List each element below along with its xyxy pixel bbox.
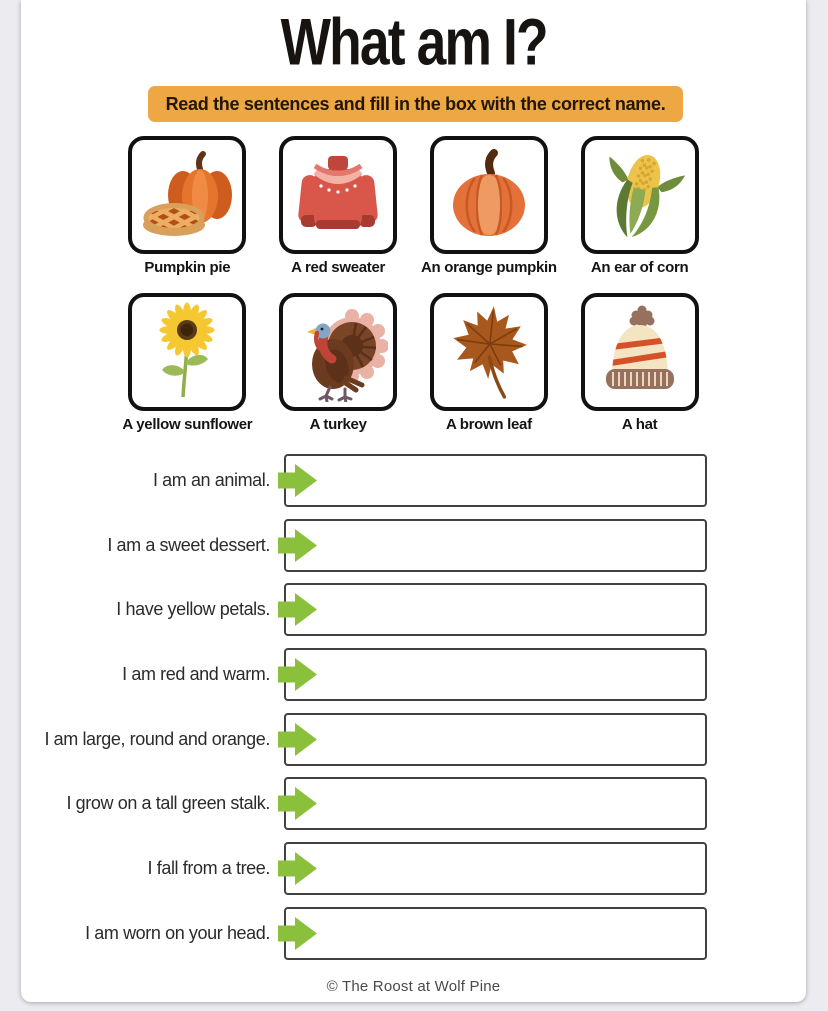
- question-prompt: I am red and warm.: [122, 664, 270, 685]
- question-list: [21, 454, 806, 972]
- picture-card-label: A hat: [621, 416, 658, 433]
- picture-card-label: An orange pumpkin: [421, 259, 557, 276]
- question-row: [21, 907, 806, 960]
- answer-box[interactable]: [284, 713, 707, 766]
- picture-card-ear-of-corn: [565, 136, 715, 276]
- answer-box[interactable]: [284, 907, 707, 960]
- picture-card-frame: [128, 136, 246, 254]
- page-title-text: What am I?: [280, 5, 547, 80]
- answer-box[interactable]: [284, 842, 707, 895]
- instruction-text: Read the sentences and fill in the box with the correct name.: [165, 93, 666, 114]
- picture-card-frame: [430, 293, 548, 411]
- question-prompt: I am worn on your head.: [85, 922, 270, 943]
- yellow-sunflower-illustration: [137, 302, 237, 402]
- green-arrow-icon: [278, 463, 318, 498]
- question-row: [21, 777, 806, 830]
- turkey-illustration: [288, 302, 388, 402]
- orange-pumpkin-illustration: [439, 145, 539, 245]
- hat-illustration: [590, 302, 690, 402]
- green-arrow-icon: [278, 851, 318, 886]
- picture-card-frame: [279, 293, 397, 411]
- red-sweater-illustration: [288, 145, 388, 245]
- picture-card-pumpkin-pie: [112, 136, 262, 276]
- question-prompt: I am an animal.: [152, 470, 270, 490]
- copyright-footer: © The Roost at Wolf Pine: [326, 978, 501, 995]
- green-arrow-icon: [278, 786, 318, 821]
- page-title: [21, 4, 806, 80]
- picture-card-frame: [430, 136, 548, 254]
- picture-card-orange-pumpkin: [414, 136, 564, 276]
- instruction-banner: [148, 86, 683, 122]
- question-row: [21, 454, 806, 507]
- picture-card-label: An ear of corn: [590, 259, 689, 276]
- green-arrow-icon: [278, 657, 318, 692]
- pumpkin-pie-illustration: [137, 145, 237, 245]
- picture-card-frame: [581, 136, 699, 254]
- picture-card-label: A red sweater: [291, 259, 386, 276]
- picture-card-label: A brown leaf: [445, 416, 532, 433]
- worksheet-page: [21, 0, 806, 1002]
- question-row: [21, 583, 806, 636]
- picture-card-label: Pumpkin pie: [144, 259, 231, 276]
- picture-card-brown-leaf: [414, 293, 564, 433]
- picture-card-yellow-sunflower: [112, 293, 262, 433]
- question-prompt: I have yellow petals.: [116, 599, 270, 620]
- answer-box[interactable]: [284, 454, 707, 507]
- answer-box[interactable]: [284, 648, 707, 701]
- answer-box[interactable]: [284, 777, 707, 830]
- question-row: [21, 842, 806, 895]
- green-arrow-icon: [278, 592, 318, 627]
- green-arrow-icon: [278, 916, 318, 951]
- answer-box[interactable]: [284, 519, 707, 572]
- picture-card-red-sweater: [263, 136, 413, 276]
- question-prompt: I am large, round and orange.: [44, 728, 270, 749]
- question-prompt: I grow on a tall green stalk.: [66, 793, 270, 814]
- picture-card-frame: [581, 293, 699, 411]
- question-row: [21, 519, 806, 572]
- picture-card-label: A turkey: [309, 416, 367, 433]
- question-prompt: I fall from a tree.: [147, 858, 270, 879]
- picture-card-label: A yellow sunflower: [122, 416, 253, 433]
- answer-box[interactable]: [284, 583, 707, 636]
- green-arrow-icon: [278, 528, 318, 563]
- picture-card-frame: [279, 136, 397, 254]
- picture-card-frame: [128, 293, 246, 411]
- picture-card-grid: [112, 136, 715, 433]
- question-prompt: I am a sweet dessert.: [107, 534, 270, 555]
- green-arrow-icon: [278, 722, 318, 757]
- brown-leaf-illustration: [439, 302, 539, 402]
- picture-card-hat: [565, 293, 715, 433]
- question-row: [21, 713, 806, 766]
- ear-of-corn-illustration: [590, 145, 690, 245]
- question-row: [21, 648, 806, 701]
- picture-card-turkey: [263, 293, 413, 433]
